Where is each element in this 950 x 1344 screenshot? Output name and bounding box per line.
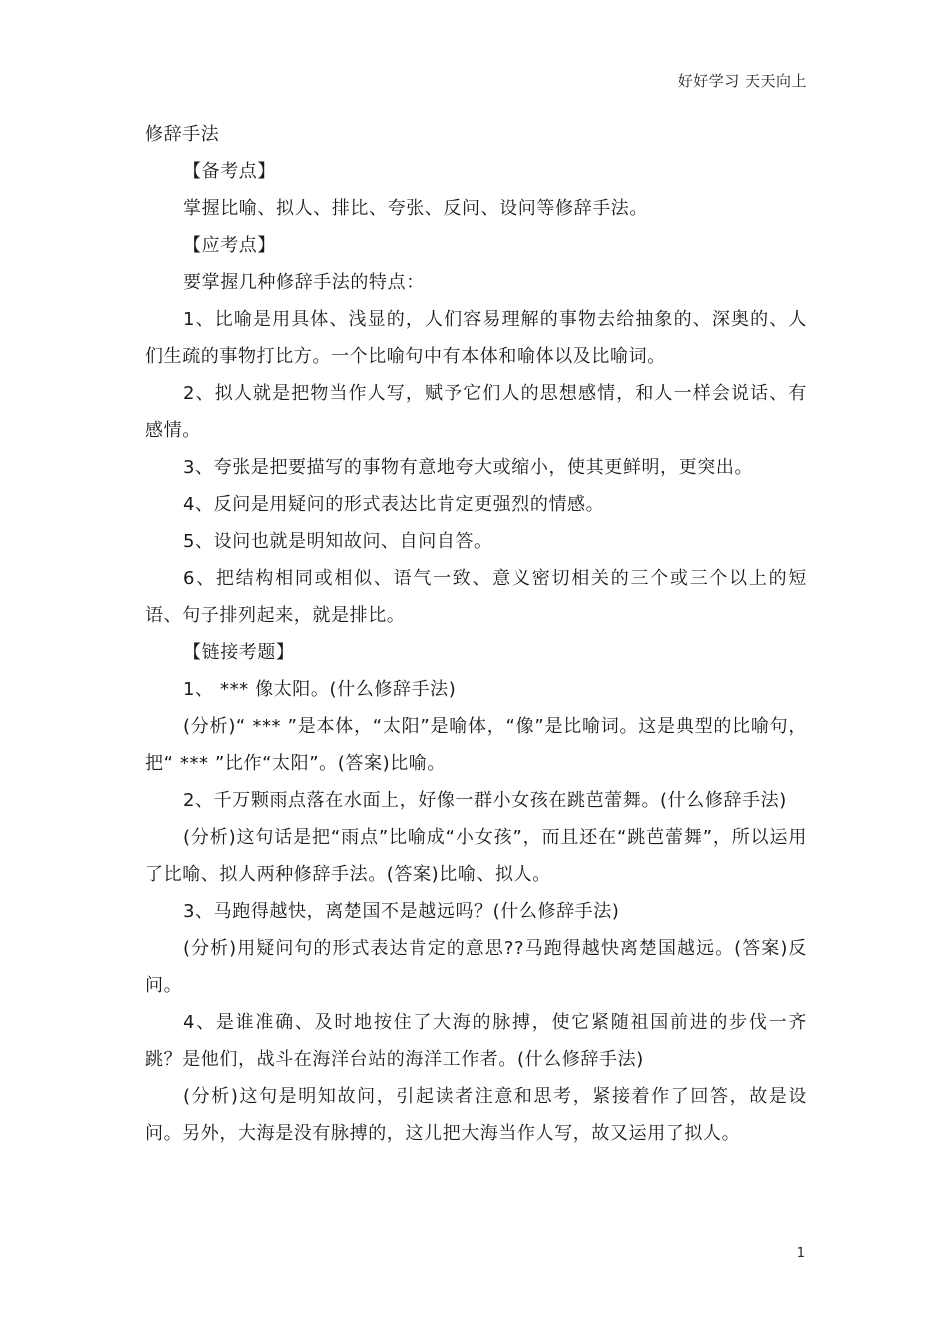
page-number: 1 <box>796 1246 805 1261</box>
section-heading-exam-points: 【备考点】 <box>183 161 276 182</box>
paragraph: 要掌握几种修辞手法的特点： <box>183 272 425 293</box>
analysis: (分析)这句是明知故问，引起读者注意和思考，紧接着作了回答，故是设问。另外，大海是没有脉搏的，这儿把大海当作人写，故又运用了拟人。 <box>145 1086 807 1144</box>
analysis: (分析)“ *** ”是本体，“太阳”是喻体，“像”是比喻词。这是典型的比喻句，把“ *** ”比作“太阳”。(答案)比喻。 <box>145 716 807 774</box>
list-item: 2、拟人就是把物当作人写，赋予它们人的思想感情，和人一样会说话、有感情。 <box>145 383 807 441</box>
document-title: 修辞手法 <box>145 124 220 145</box>
list-item: 3、夸张是把要描写的事物有意地夸大或缩小，使其更鲜明，更突出。 <box>183 457 754 478</box>
paragraph: 掌握比喻、拟人、排比、夸张、反问、设问等修辞手法。 <box>183 198 648 219</box>
page-header: 好好学习 天天向上 <box>677 72 807 90</box>
document-body <box>145 116 807 1152</box>
section-heading-key-points: 【应考点】 <box>183 235 276 256</box>
question: 4、是谁准确、及时地按住了大海的脉搏，使它紧随祖国前进的步伐一齐跳？是他们，战斗在海洋台站的海洋工作者。(什么修辞手法) <box>145 1012 807 1070</box>
list-item: 5、设问也就是明知故问、自问自答。 <box>183 531 493 552</box>
list-item: 4、反问是用疑问的形式表达比肯定更强烈的情感。 <box>183 494 605 515</box>
question: 2、千万颗雨点落在水面上，好像一群小女孩在跳芭蕾舞。(什么修辞手法) <box>183 790 787 811</box>
analysis: (分析)这句话是把“雨点”比喻成“小女孩”，而且还在“跳芭蕾舞”，所以运用了比喻、拟人两种修辞手法。(答案)比喻、拟人。 <box>145 827 807 885</box>
question: 1、 *** 像太阳。(什么修辞手法) <box>183 679 457 700</box>
question: 3、马跑得越快，离楚国不是越远吗？(什么修辞手法) <box>183 901 620 922</box>
section-heading-linked-questions: 【链接考题】 <box>183 642 295 663</box>
list-item: 6、把结构相同或相似、语气一致、意义密切相关的三个或三个以上的短语、句子排列起来，就是排比。 <box>145 568 807 626</box>
analysis: (分析)用疑问句的形式表达肯定的意思??马跑得越快离楚国越远。(答案)反问。 <box>145 938 807 996</box>
list-item: 1、比喻是用具体、浅显的，人们容易理解的事物去给抽象的、深奥的、人们生疏的事物打比方。一个比喻句中有本体和喻体以及比喻词。 <box>145 309 807 367</box>
